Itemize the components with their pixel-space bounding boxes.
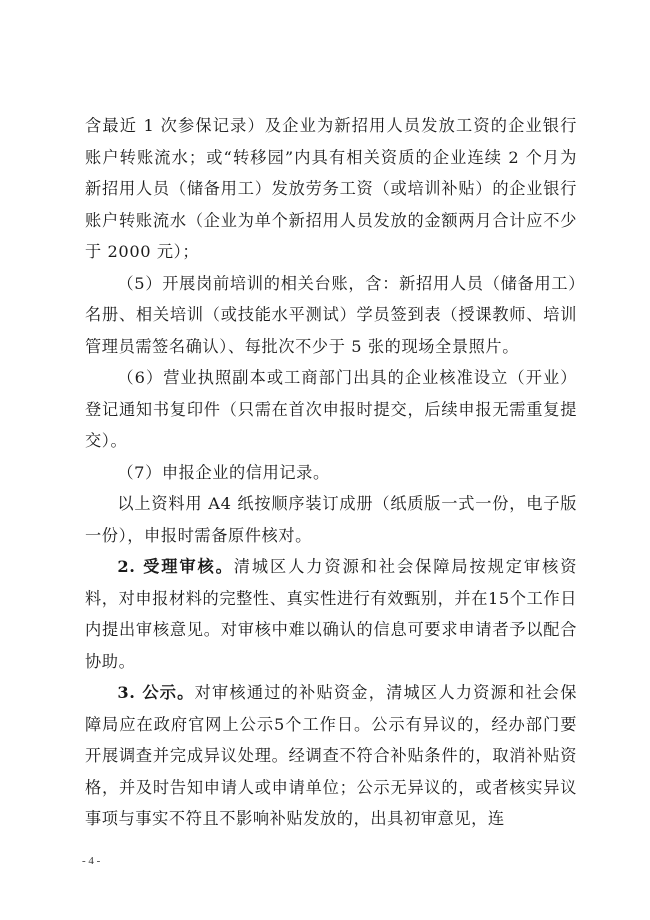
paragraph-text: 以上资料用 A4 纸按顺序装订成册（纸质版一式一份，电子版一份），申报时需备原件核对。 (85, 494, 577, 545)
paragraph-text: （7）申报企业的信用记录。 (117, 462, 330, 482)
section-heading-review: 2. 受理审核。 (117, 557, 234, 576)
page-number: - 4 - (82, 855, 101, 867)
paragraph-text: （6）营业执照副本或工商部门出具的企业核准设立（开业）登记通知书复印件（只需在首次申报时提交，后续申报无需重复提交）。 (85, 368, 577, 450)
document-body (85, 110, 577, 835)
section-heading-publicity: 3. 公示。 (117, 683, 195, 702)
paragraph-text: （5）开展岗前培训的相关台账，含：新招用人员（储备用工）名册、相关培训（或技能水平测试）学员签到表（授课教师、培训管理员需签名确认）、每批次不少于 5 张的现场全景照片。 (85, 273, 577, 356)
paragraph-continuation (85, 110, 577, 268)
paragraph-text: 含最近 1 次参保记录）及企业为新招用人员发放工资的企业银行账户转账流水；或“转移园”内具有相关资质的企业连续 2 个月为新招用人员（储备用工）发放劳务工资（或培训补贴）的企业银行账户转账流水（企业为单个新招用人员发放的金额两月合计应不少于 2000 元）； (85, 116, 577, 261)
paragraph-review (85, 551, 577, 677)
paragraph-item-6 (85, 362, 577, 457)
paragraph-item-5 (85, 268, 577, 363)
paragraph-item-7 (85, 457, 577, 489)
paragraph-materials-note (85, 488, 577, 551)
paragraph-text: 清城区人力资源和社会保障局按规定审核资料，对申报材料的完整性、真实性进行有效甄别，并在15个工作日内提出审核意见。对审核中难以确认的信息可要求申请者予以配合协助。 (85, 557, 577, 671)
paragraph-text: 对审核通过的补贴资金，清城区人力资源和社会保障局应在政府官网上公示5个工作日。公示有异议的，经办部门要开展调查并完成异议处理。经调查不符合补贴条件的，取消补贴资格，并及时告知申请人或申请单位；公示无异议的，或者核实异议事项与事实不符且不影响补贴发放的，出具初审意见，连 (85, 683, 578, 828)
paragraph-publicity (85, 677, 577, 835)
